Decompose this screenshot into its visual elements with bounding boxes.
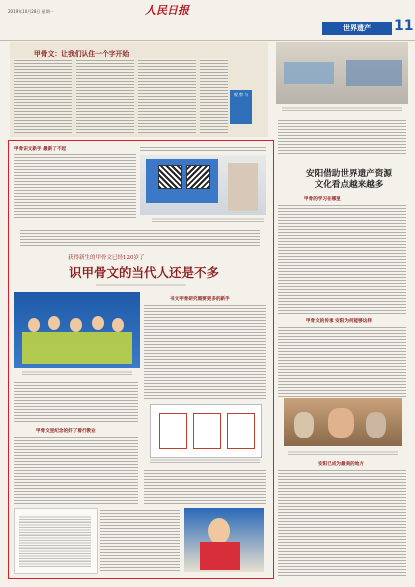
right-photo	[284, 398, 402, 446]
handwriting-sheet	[14, 508, 98, 574]
column-badge: 观 察 与	[230, 90, 252, 124]
right-body-1	[278, 203, 406, 315]
qr-photo-caption	[152, 217, 264, 223]
right-section-heading-1: 甲骨的学习在哪里	[304, 197, 341, 202]
main-section-heading-1: 甲骨识文新手 最新了不起	[14, 147, 67, 152]
student-photo	[184, 508, 264, 572]
right-photo-caption	[288, 450, 398, 456]
top-article-title: 甲骨文：让我们认住一个字开始	[34, 50, 130, 58]
oracle-box-caption	[150, 458, 260, 464]
main-sub-title: 获得新生的甲骨文已经120岁了	[68, 255, 145, 261]
right-intro-text	[278, 118, 406, 156]
main-title: 识甲骨文的当代人还是不多	[68, 265, 219, 280]
main-body-col1-lower	[14, 380, 138, 424]
top-right-caption	[282, 106, 402, 112]
top-right-photo	[276, 42, 408, 104]
main-body-col2-bottom	[144, 468, 266, 506]
top-article-body-col2	[76, 58, 134, 133]
main-lead	[20, 228, 260, 248]
issue-date: 2019年10月28日 星期一	[8, 9, 54, 14]
page-number: 11	[394, 18, 414, 34]
top-article-body-col3	[138, 58, 196, 133]
qr-photo	[140, 155, 266, 215]
main-section-heading-3: 甲骨文里纪念的好了看行教业	[36, 429, 96, 434]
right-article-title	[290, 169, 408, 191]
top-article-body-col1	[14, 58, 72, 133]
main-body-col2	[144, 303, 266, 401]
page-header	[0, 0, 415, 41]
right-section-heading-3: 安阳已成为最美的地方	[318, 462, 364, 467]
main-body-col-final	[100, 508, 180, 572]
right-body-2	[278, 325, 406, 397]
right-title-line2: 文化看点越来越多	[314, 180, 384, 190]
children-photo	[14, 292, 140, 368]
right-title-line1: 安阳借助世界遗产资源	[306, 169, 392, 179]
main-body-col1-bottom	[14, 435, 138, 505]
main-body-top-right	[140, 145, 266, 153]
section-tab[interactable]: 世界遗产	[322, 22, 392, 35]
newspaper-logo: 人民日报	[145, 4, 189, 17]
top-article-body-col4	[200, 58, 228, 133]
main-section-heading-2: 书文甲骨研究需要更多的新手	[170, 297, 230, 302]
right-body-3	[278, 468, 406, 576]
children-photo-caption	[22, 370, 132, 376]
right-section-heading-2: 甲骨文的传承 安阳为何能够这样	[306, 319, 372, 324]
main-byline	[96, 283, 186, 287]
main-body-col1	[14, 152, 136, 218]
oracle-character-box	[150, 404, 262, 458]
